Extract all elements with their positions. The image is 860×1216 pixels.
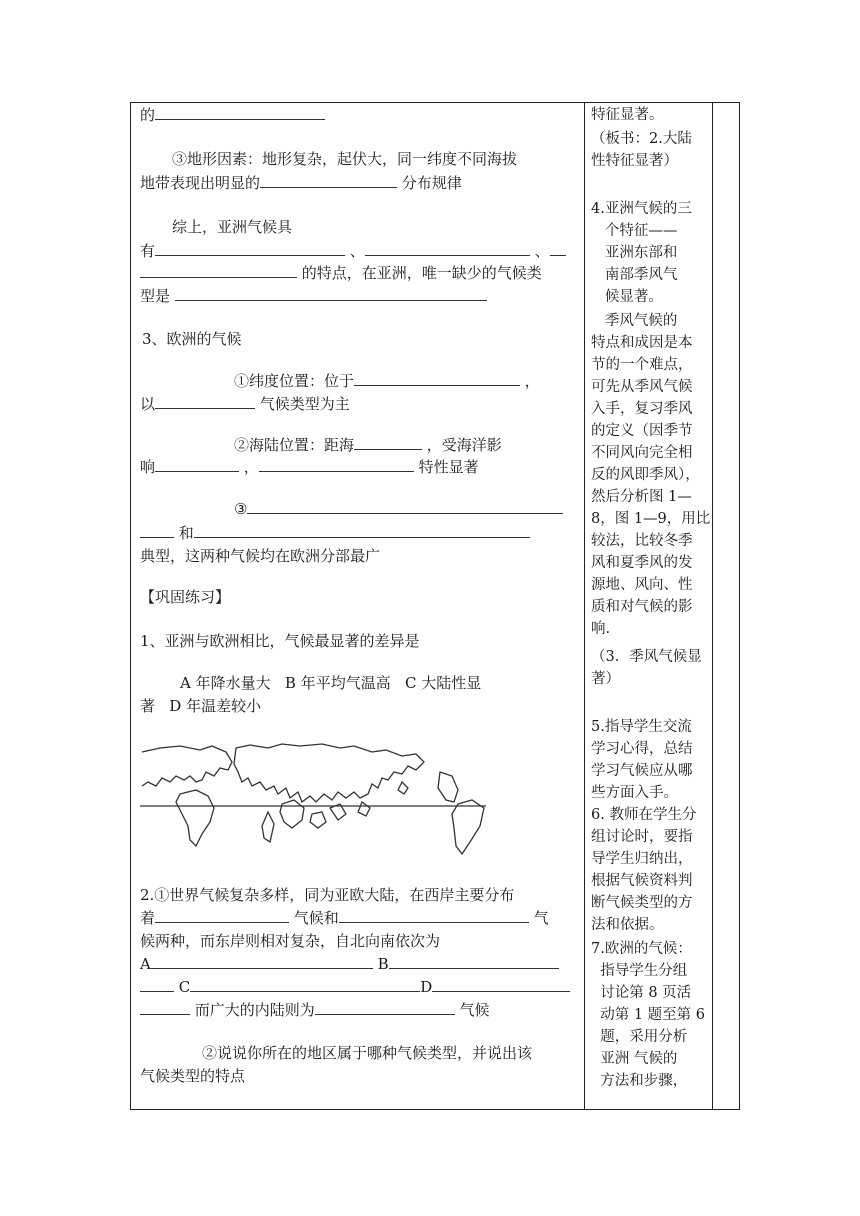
note-line: 个特征—— [591, 223, 678, 239]
blank-field[interactable] [247, 499, 563, 514]
note-line: 断气候类型的方 [591, 895, 693, 911]
note-line: 著） [591, 671, 620, 687]
note-line: 5.指导学生交流 [591, 719, 692, 735]
text-line: 综上，亚洲气候具 [172, 218, 293, 236]
text-line: ②海陆位置：距海 ，受海洋影 [234, 436, 502, 454]
note-line: 学习心得，总结 [591, 741, 693, 757]
blank-field[interactable] [155, 457, 239, 472]
world-map-image [140, 742, 486, 862]
blank-field[interactable] [194, 523, 530, 538]
note-line: 节的一个难点， [591, 357, 693, 373]
note-line: 6. 教师在学生分 [591, 807, 697, 823]
note-line: 亚洲 气候的 [591, 1051, 678, 1067]
note-line: 较法，比较冬季 [591, 533, 693, 549]
text-line: 气候类型的特点 [140, 1067, 246, 1085]
note-line: 法和依据。 [591, 917, 664, 933]
note-line: 季风气候的 [591, 313, 678, 329]
blank-field[interactable] [151, 954, 373, 969]
blank-field[interactable] [550, 241, 566, 256]
blank-field[interactable] [339, 908, 529, 923]
blank-field[interactable] [354, 371, 520, 386]
note-line: 8，图 1—9，用比 [591, 511, 711, 527]
note-line: 响. [591, 621, 611, 637]
note-line: 7.欧洲的气候： [591, 941, 692, 957]
note-line: 特征显著。 [591, 107, 664, 123]
blank-field[interactable] [140, 523, 174, 538]
note-line: 入手，复习季风 [591, 401, 693, 417]
note-line: 性特征显著） [591, 153, 678, 169]
text-line: 以 气候类型为主 [140, 395, 350, 413]
text-line: C D [140, 976, 580, 999]
answer-options: A 年降水量大 B 年平均气温高 C 大陆性显 [180, 674, 482, 692]
column-divider-2 [712, 102, 713, 1110]
note-line: 讨论第 8 页活 [591, 985, 692, 1001]
blank-field[interactable] [155, 241, 345, 256]
section-heading: 【巩固练习】 [140, 588, 231, 606]
text-line: 地带表现出明显的 分布规律 [140, 174, 462, 192]
blank-field[interactable] [155, 105, 325, 120]
text-line: 和 [140, 522, 580, 545]
note-line: 4.亚洲气候的三 [591, 201, 692, 217]
text-line: 有 、 、 [140, 240, 580, 263]
note-line: 题，采用分析 [591, 1029, 688, 1045]
text-line: ③地形因素：地形复杂，起伏大，同一纬度不同海拔 [172, 150, 518, 168]
blank-field[interactable] [190, 977, 420, 992]
text-line: 着 气候和 气 [140, 909, 549, 927]
blank-field[interactable] [260, 173, 397, 188]
note-line: 然后分析图 1— [591, 489, 692, 505]
note-line: 源地、风向、性 [591, 577, 693, 593]
text-line: ③ [140, 498, 580, 521]
note-line: 质和对气候的影 [591, 599, 693, 615]
blank-field[interactable] [155, 908, 289, 923]
blank-field[interactable] [365, 241, 530, 256]
note-line: 不同风向完全相 [591, 445, 693, 461]
note-line: 方法和步骤， [591, 1073, 688, 1089]
column-divider-1 [584, 102, 585, 1110]
blank-field[interactable] [432, 977, 570, 992]
text-line: 型是 [140, 285, 580, 308]
note-line: （3．季风气候显 [591, 649, 702, 665]
note-line: （板书：2.大陆 [591, 131, 692, 147]
question-text: ②说说你所在的地区属于哪种气候类型，并说出该 [202, 1044, 533, 1062]
note-line: 些方面入手。 [591, 785, 678, 801]
blank-field[interactable] [175, 286, 487, 301]
note-line: 动第 1 题至第 6 [591, 1007, 705, 1023]
note-line: 南部季风气 [591, 267, 678, 283]
note-line: 候显著。 [591, 289, 663, 305]
text-line: 的 [140, 104, 580, 127]
blank-field[interactable] [155, 394, 255, 409]
question-text: 1、亚洲与欧洲相比，气候最显著的差异是 [140, 632, 420, 650]
note-line: 组讨论时，要指 [591, 829, 693, 845]
text-line: 候两种，而东岸则相对复杂，自北向南依次为 [140, 932, 441, 950]
note-line: 指导学生分组 [591, 963, 688, 979]
note-line: 的定义（因季节 [591, 423, 693, 439]
text-line: 的特点，在亚洲，唯一缺少的气候类 [140, 262, 580, 285]
section-heading: 3、欧洲的气候 [142, 330, 242, 348]
text-line: ①纬度位置：位于 ， [234, 372, 540, 390]
note-line: 学习气候应从哪 [591, 763, 693, 779]
blank-field[interactable] [140, 1000, 190, 1015]
note-line: 风和夏季风的发 [591, 555, 693, 571]
text-line: A B [140, 953, 580, 976]
blank-field[interactable] [389, 954, 559, 969]
blank-field[interactable] [259, 457, 414, 472]
text-line: 而广大的内陆则为 气候 [140, 999, 580, 1022]
question-text: 2.①世界气候复杂多样，同为亚欧大陆，在西岸主要分布 [140, 886, 515, 904]
note-line: 导学生归纳出， [591, 851, 693, 867]
note-line: 亚洲东部和 [591, 245, 678, 261]
blank-field[interactable] [140, 263, 297, 278]
blank-field[interactable] [140, 977, 174, 992]
text-line: 响 ， 特性显著 [140, 458, 479, 476]
note-line: 根据气候资料判 [591, 873, 693, 889]
note-line: 特点和成因是本 [591, 335, 693, 351]
answer-options: 著 D 年温差较小 [140, 697, 262, 715]
text-line: 典型，这两种气候均在欧洲分部最广 [140, 547, 381, 565]
blank-field[interactable] [354, 435, 422, 450]
note-line: 可先从季风气候 [591, 379, 693, 395]
blank-field[interactable] [315, 1000, 455, 1015]
note-line: 反的风即季风）， [591, 467, 700, 483]
